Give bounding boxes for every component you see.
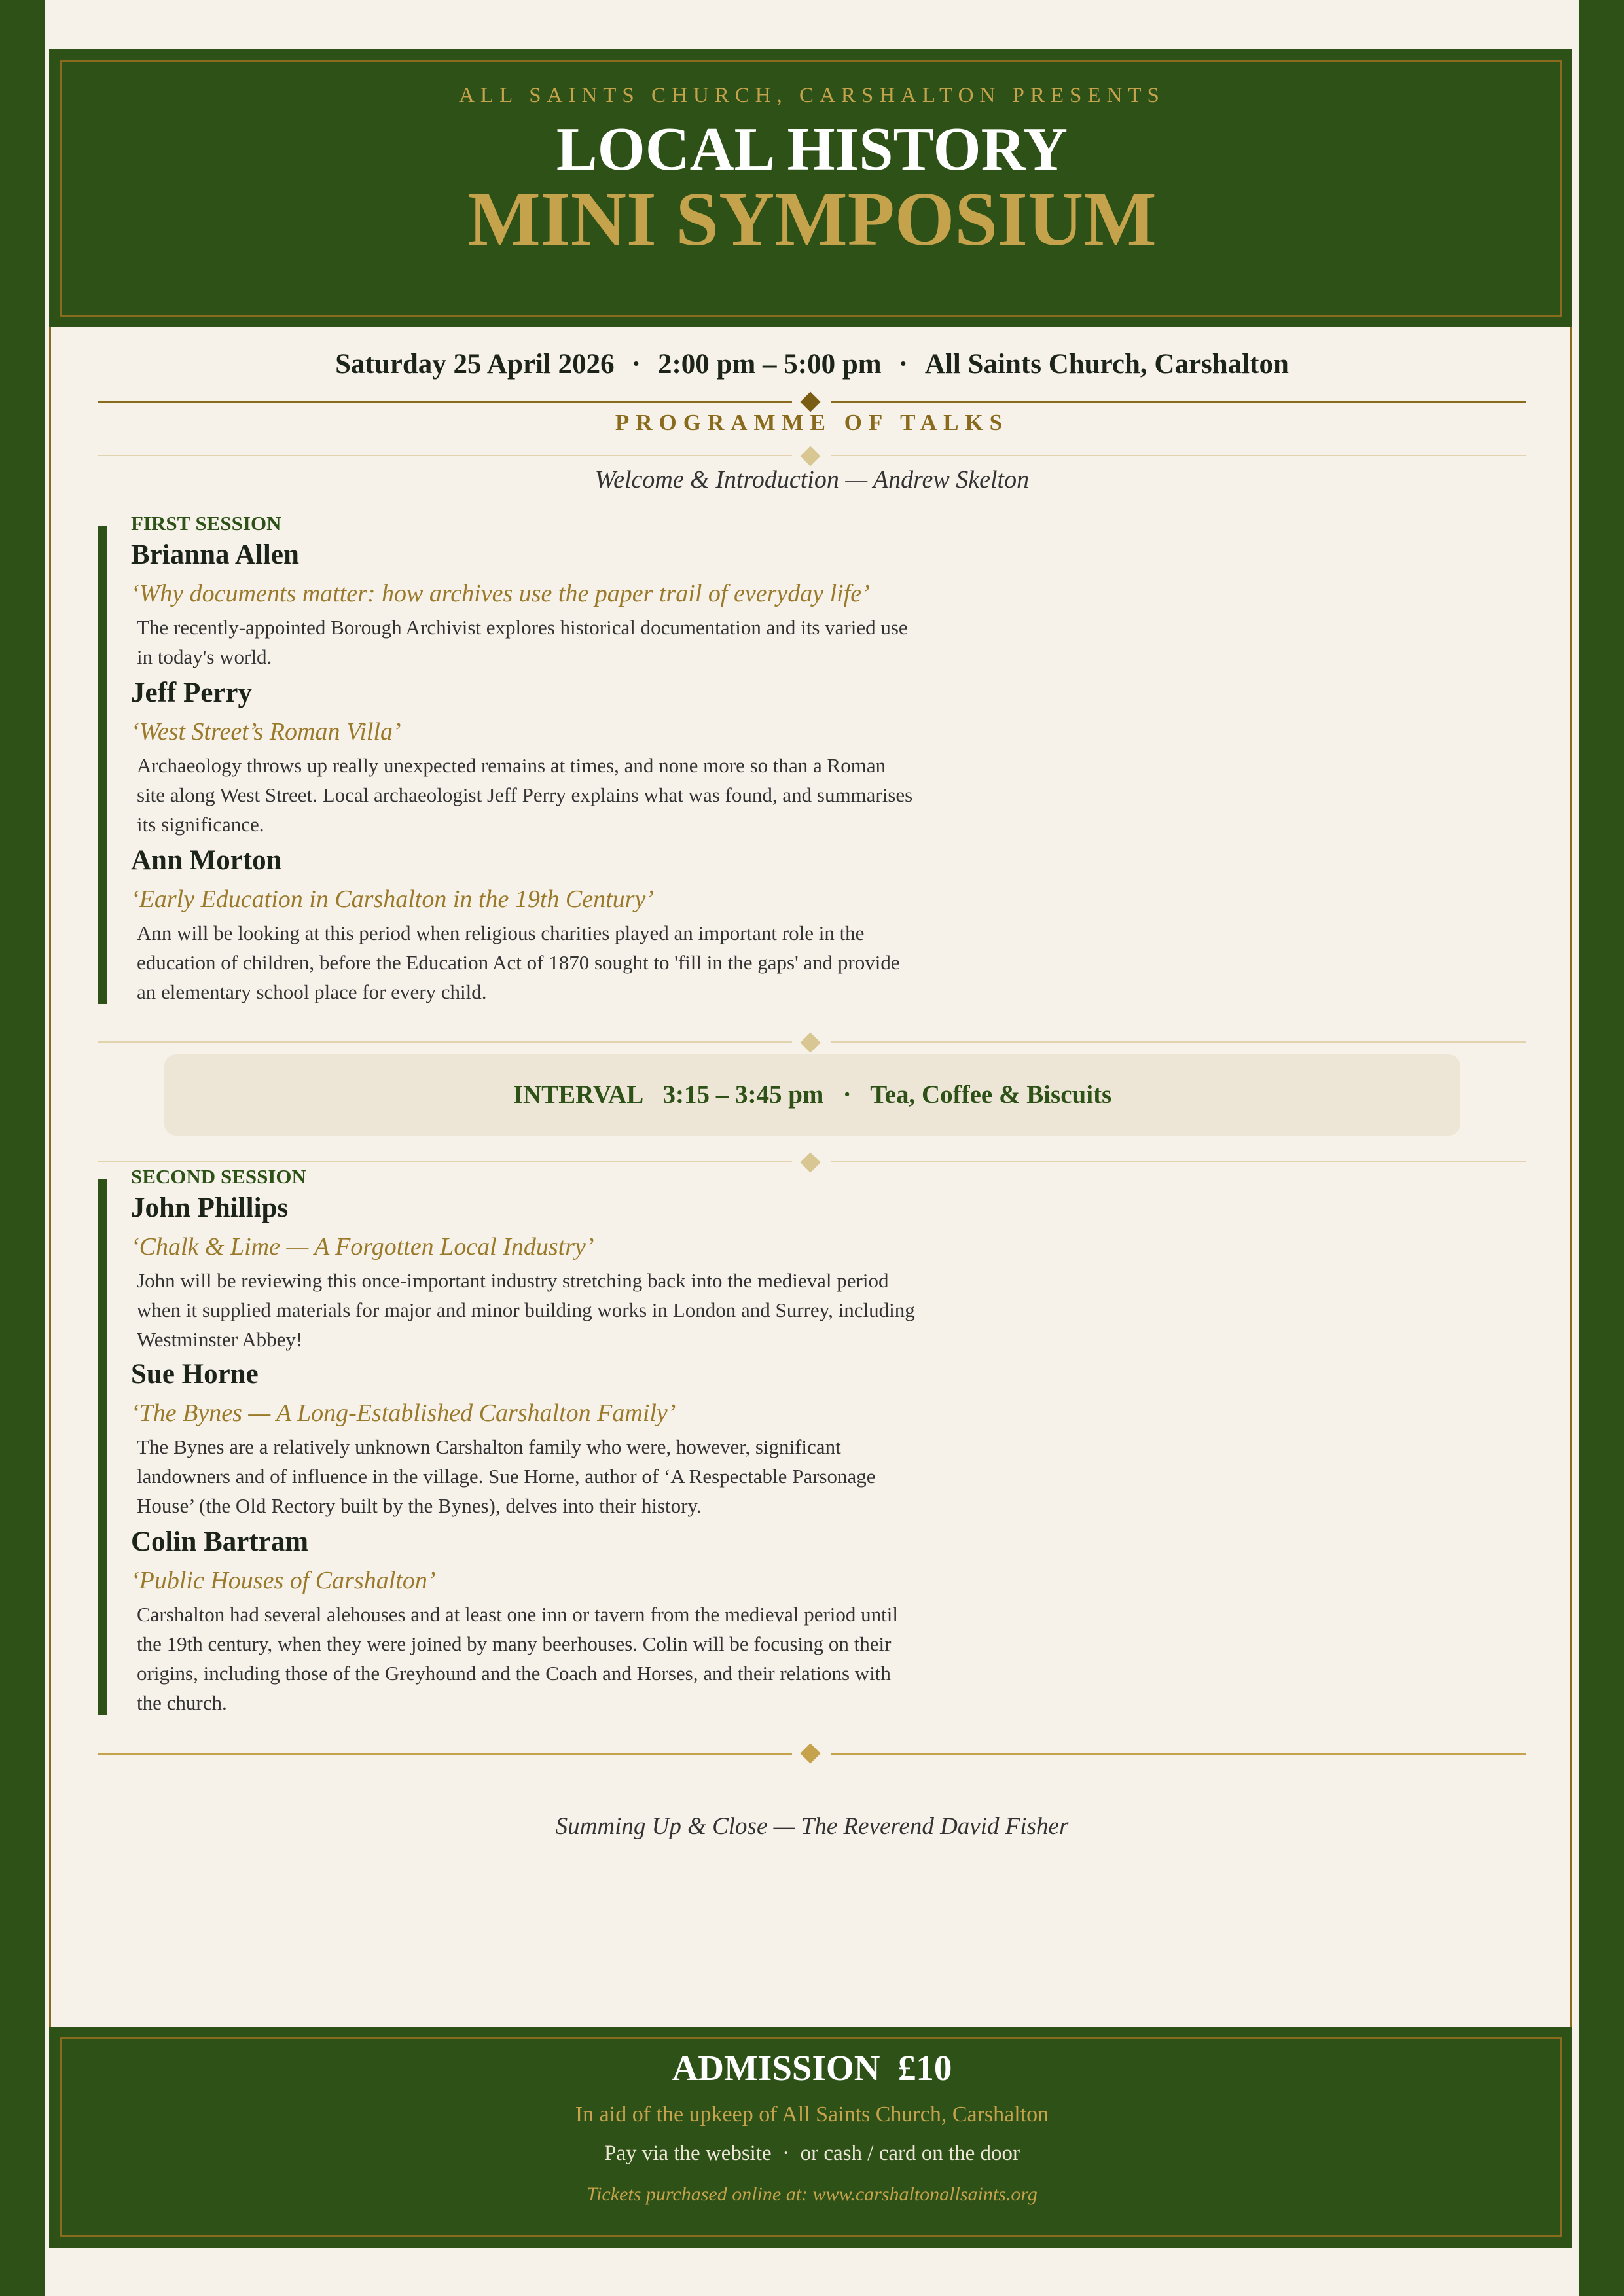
interval-refreshments: Tea, Coffee & Biscuits bbox=[870, 1081, 1112, 1109]
talk-title: ‘Public Houses of Carshalton’ bbox=[131, 1567, 436, 1594]
talk-item bbox=[131, 1359, 982, 1520]
speaker-name: Sue Horne bbox=[131, 1359, 259, 1390]
speaker-name: Ann Morton bbox=[131, 845, 282, 876]
admission-price: ADMISSION £10 bbox=[672, 2048, 952, 2088]
talk-title: ‘Early Education in Carshalton in the 19th Century’ bbox=[131, 886, 654, 913]
talk-title: ‘West Street’s Roman Villa’ bbox=[131, 718, 401, 745]
presents-line: ALL SAINTS CHURCH, CARSHALTON PRESENTS bbox=[459, 84, 1165, 107]
welcome-line: Welcome & Introduction — Andrew Skelton bbox=[594, 466, 1030, 493]
talk-item bbox=[131, 1193, 982, 1354]
info-separator: · bbox=[898, 349, 908, 380]
closing-line: Summing Up & Close — The Reverend David Fisher bbox=[555, 1813, 1069, 1840]
talk-item bbox=[131, 677, 982, 839]
talk-description: John will be reviewing this once-important industry stretching back into the medieval period when it supplied materials for major and minor building works in London and Surrey, including Westminster Abbey! bbox=[137, 1269, 915, 1351]
talk-description: The Bynes are a relatively unknown Carshalton family who were, however, significant landowners and of influence in the village. Sue Horne, author of ‘A Respectable Parsonage House’ (the Old Rectory built by the Bynes), delves into their history. bbox=[137, 1435, 876, 1517]
interval-label: INTERVAL bbox=[513, 1081, 644, 1109]
talk-description: Ann will be looking at this period when religious charities played an important role in the education of children, before the Education Act of 1870 sought to 'fill in the gaps' and provide an elementary school place for every child. bbox=[137, 922, 900, 1003]
info-separator: · bbox=[631, 349, 641, 380]
session-bar bbox=[98, 526, 107, 1004]
speaker-name: Colin Bartram bbox=[131, 1526, 309, 1557]
programme-heading: PROGRAMME OF TALKS bbox=[615, 410, 1009, 435]
title-line-2: MINI SYMPOSIUM bbox=[467, 176, 1157, 262]
talk-item bbox=[131, 539, 982, 672]
session-bar bbox=[98, 1179, 107, 1715]
event-date: Saturday 25 April 2026 bbox=[335, 349, 615, 380]
talk-description: Carshalton had several alehouses and at least one inn or tavern from the medieval period until the 19th century, when they were joined by many beerhouses. Colin will be focusing on their origins, including those of the Greyhound and the Coach and Horses, and their relations with the church. bbox=[137, 1603, 898, 1714]
second-session bbox=[98, 1165, 982, 1715]
talk-title: ‘Why documents matter: how archives use the paper trail of everyday life’ bbox=[131, 580, 870, 607]
speaker-name: John Phillips bbox=[131, 1193, 289, 1223]
talk-item bbox=[131, 845, 982, 1007]
aid-line: In aid of the upkeep of All Saints Church, Carshalton bbox=[575, 2102, 1049, 2126]
event-info bbox=[0, 348, 1624, 380]
talk-item bbox=[131, 1526, 982, 1717]
event-time: 2:00 pm – 5:00 pm bbox=[657, 349, 882, 380]
event-venue: All Saints Church, Carshalton bbox=[924, 349, 1289, 380]
talk-title: ‘The Bynes — A Long-Established Carshalton Family’ bbox=[131, 1399, 676, 1427]
session-label: SECOND SESSION bbox=[131, 1165, 306, 1188]
session-label: FIRST SESSION bbox=[131, 512, 281, 535]
interval-time: 3:15 – 3:45 pm bbox=[662, 1081, 824, 1109]
talk-description: Archaeology throws up really unexpected remains at times, and none more so than a Roman site along West Street. Local archaeologist Jeff Perry explains what was found, and summarises its significance. bbox=[137, 754, 913, 836]
interval-box bbox=[164, 1054, 1460, 1136]
talk-title: ‘Chalk & Lime — A Forgotten Local Industry’ bbox=[131, 1233, 594, 1261]
payment-line: Pay via the website · or cash / card on the door bbox=[604, 2142, 1020, 2165]
interval-separator: · bbox=[842, 1081, 852, 1109]
title-line-1: LOCAL HISTORY bbox=[556, 115, 1068, 183]
talk-description: The recently-appointed Borough Archivist explores historical documentation and its varied use in today's world. bbox=[137, 616, 908, 668]
speaker-name: Jeff Perry bbox=[131, 677, 252, 708]
first-session bbox=[98, 512, 982, 1004]
speaker-name: Brianna Allen bbox=[131, 539, 299, 570]
tickets-link[interactable]: Tickets purchased online at: www.carshaltonallsaints.org bbox=[586, 2183, 1038, 2205]
